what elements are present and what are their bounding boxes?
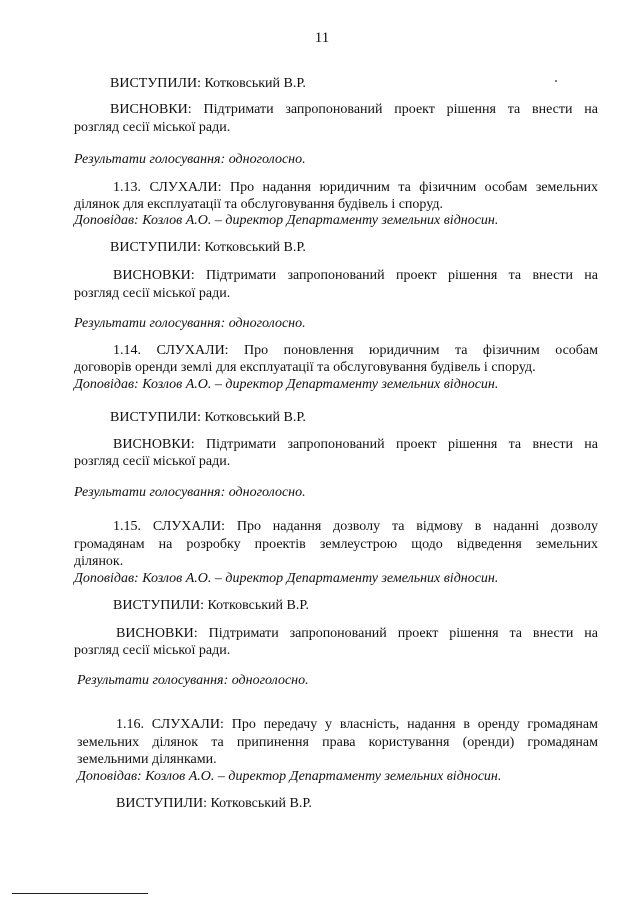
agenda-item-text: земельними ділянками. [77,752,217,767]
conclusions-line-continued: розгляд сесії міської ради. [74,286,231,301]
agenda-item-heading: 1.16. СЛУХАЛИ: Про передачу у власність, надання в оренду громадянам [116,717,598,732]
page-number: 11 [314,30,330,46]
reporter-line: Доповідав: Козлов А.О. – директор Департаменту земельних відносин. [74,213,499,228]
scan-speck [555,80,557,82]
reporter-line: Доповідав: Козлов А.О. – директор Департаменту земельних відносин. [74,571,499,586]
agenda-item-text: громадянам на розробку проектів землеустрою щодо відведення земельних [74,537,598,552]
conclusions-line-continued: розгляд сесії міської ради. [74,120,231,135]
agenda-item-heading: 1.14. СЛУХАЛИ: Про поновлення юридичним та фізичним особам [113,343,598,358]
voting-results: Результати голосування: одноголосно. [77,673,309,688]
conclusions-line: ВИСНОВКИ: Підтримати запропонований проект рішення та внести на [113,268,598,283]
speakers-line: ВИСТУПИЛИ: Котковський В.Р. [110,410,306,425]
conclusions-line: ВИСНОВКИ: Підтримати запропонований проект рішення та внести на [116,626,598,641]
speakers-line: ВИСТУПИЛИ: Котковський В.Р. [113,598,309,613]
speakers-line: ВИСТУПИЛИ: Котковський В.Р. [116,796,312,811]
agenda-item-text: договорів оренди землі для експлуатації та обслуговування будівель і споруд. [74,360,536,375]
conclusions-line-continued: розгляд сесії міської ради. [74,454,231,469]
footnote-rule [12,893,148,894]
speakers-line: ВИСТУПИЛИ: Котковський В.Р. [110,240,306,255]
agenda-item-heading: 1.15. СЛУХАЛИ: Про надання дозволу та відмову в наданні дозволу [113,519,598,534]
voting-results: Результати голосування: одноголосно. [74,316,306,331]
voting-results: Результати голосування: одноголосно. [74,485,306,500]
agenda-item-text: ділянок. [74,554,124,569]
voting-results: Результати голосування: одноголосно. [74,152,306,167]
agenda-item-text: ділянок для експлуатації та обслуговування будівель і споруд. [74,197,443,212]
reporter-line: Доповідав: Козлов А.О. – директор Департаменту земельних відносин. [77,769,502,784]
agenda-item-heading: 1.13. СЛУХАЛИ: Про надання юридичним та фізичним особам земельних [113,180,598,195]
conclusions-line-continued: розгляд сесії міської ради. [74,643,231,658]
reporter-line: Доповідав: Козлов А.О. – директор Департаменту земельних відносин. [74,377,499,392]
speakers-line: ВИСТУПИЛИ: Котковський В.Р. [110,76,306,91]
conclusions-line: ВИСНОВКИ: Підтримати запропонований проект рішення та внести на [110,102,598,117]
agenda-item-text: земельних ділянок та припинення права користування (оренди) громадянам [77,735,598,750]
conclusions-line: ВИСНОВКИ: Підтримати запропонований проект рішення та внести на [113,437,598,452]
